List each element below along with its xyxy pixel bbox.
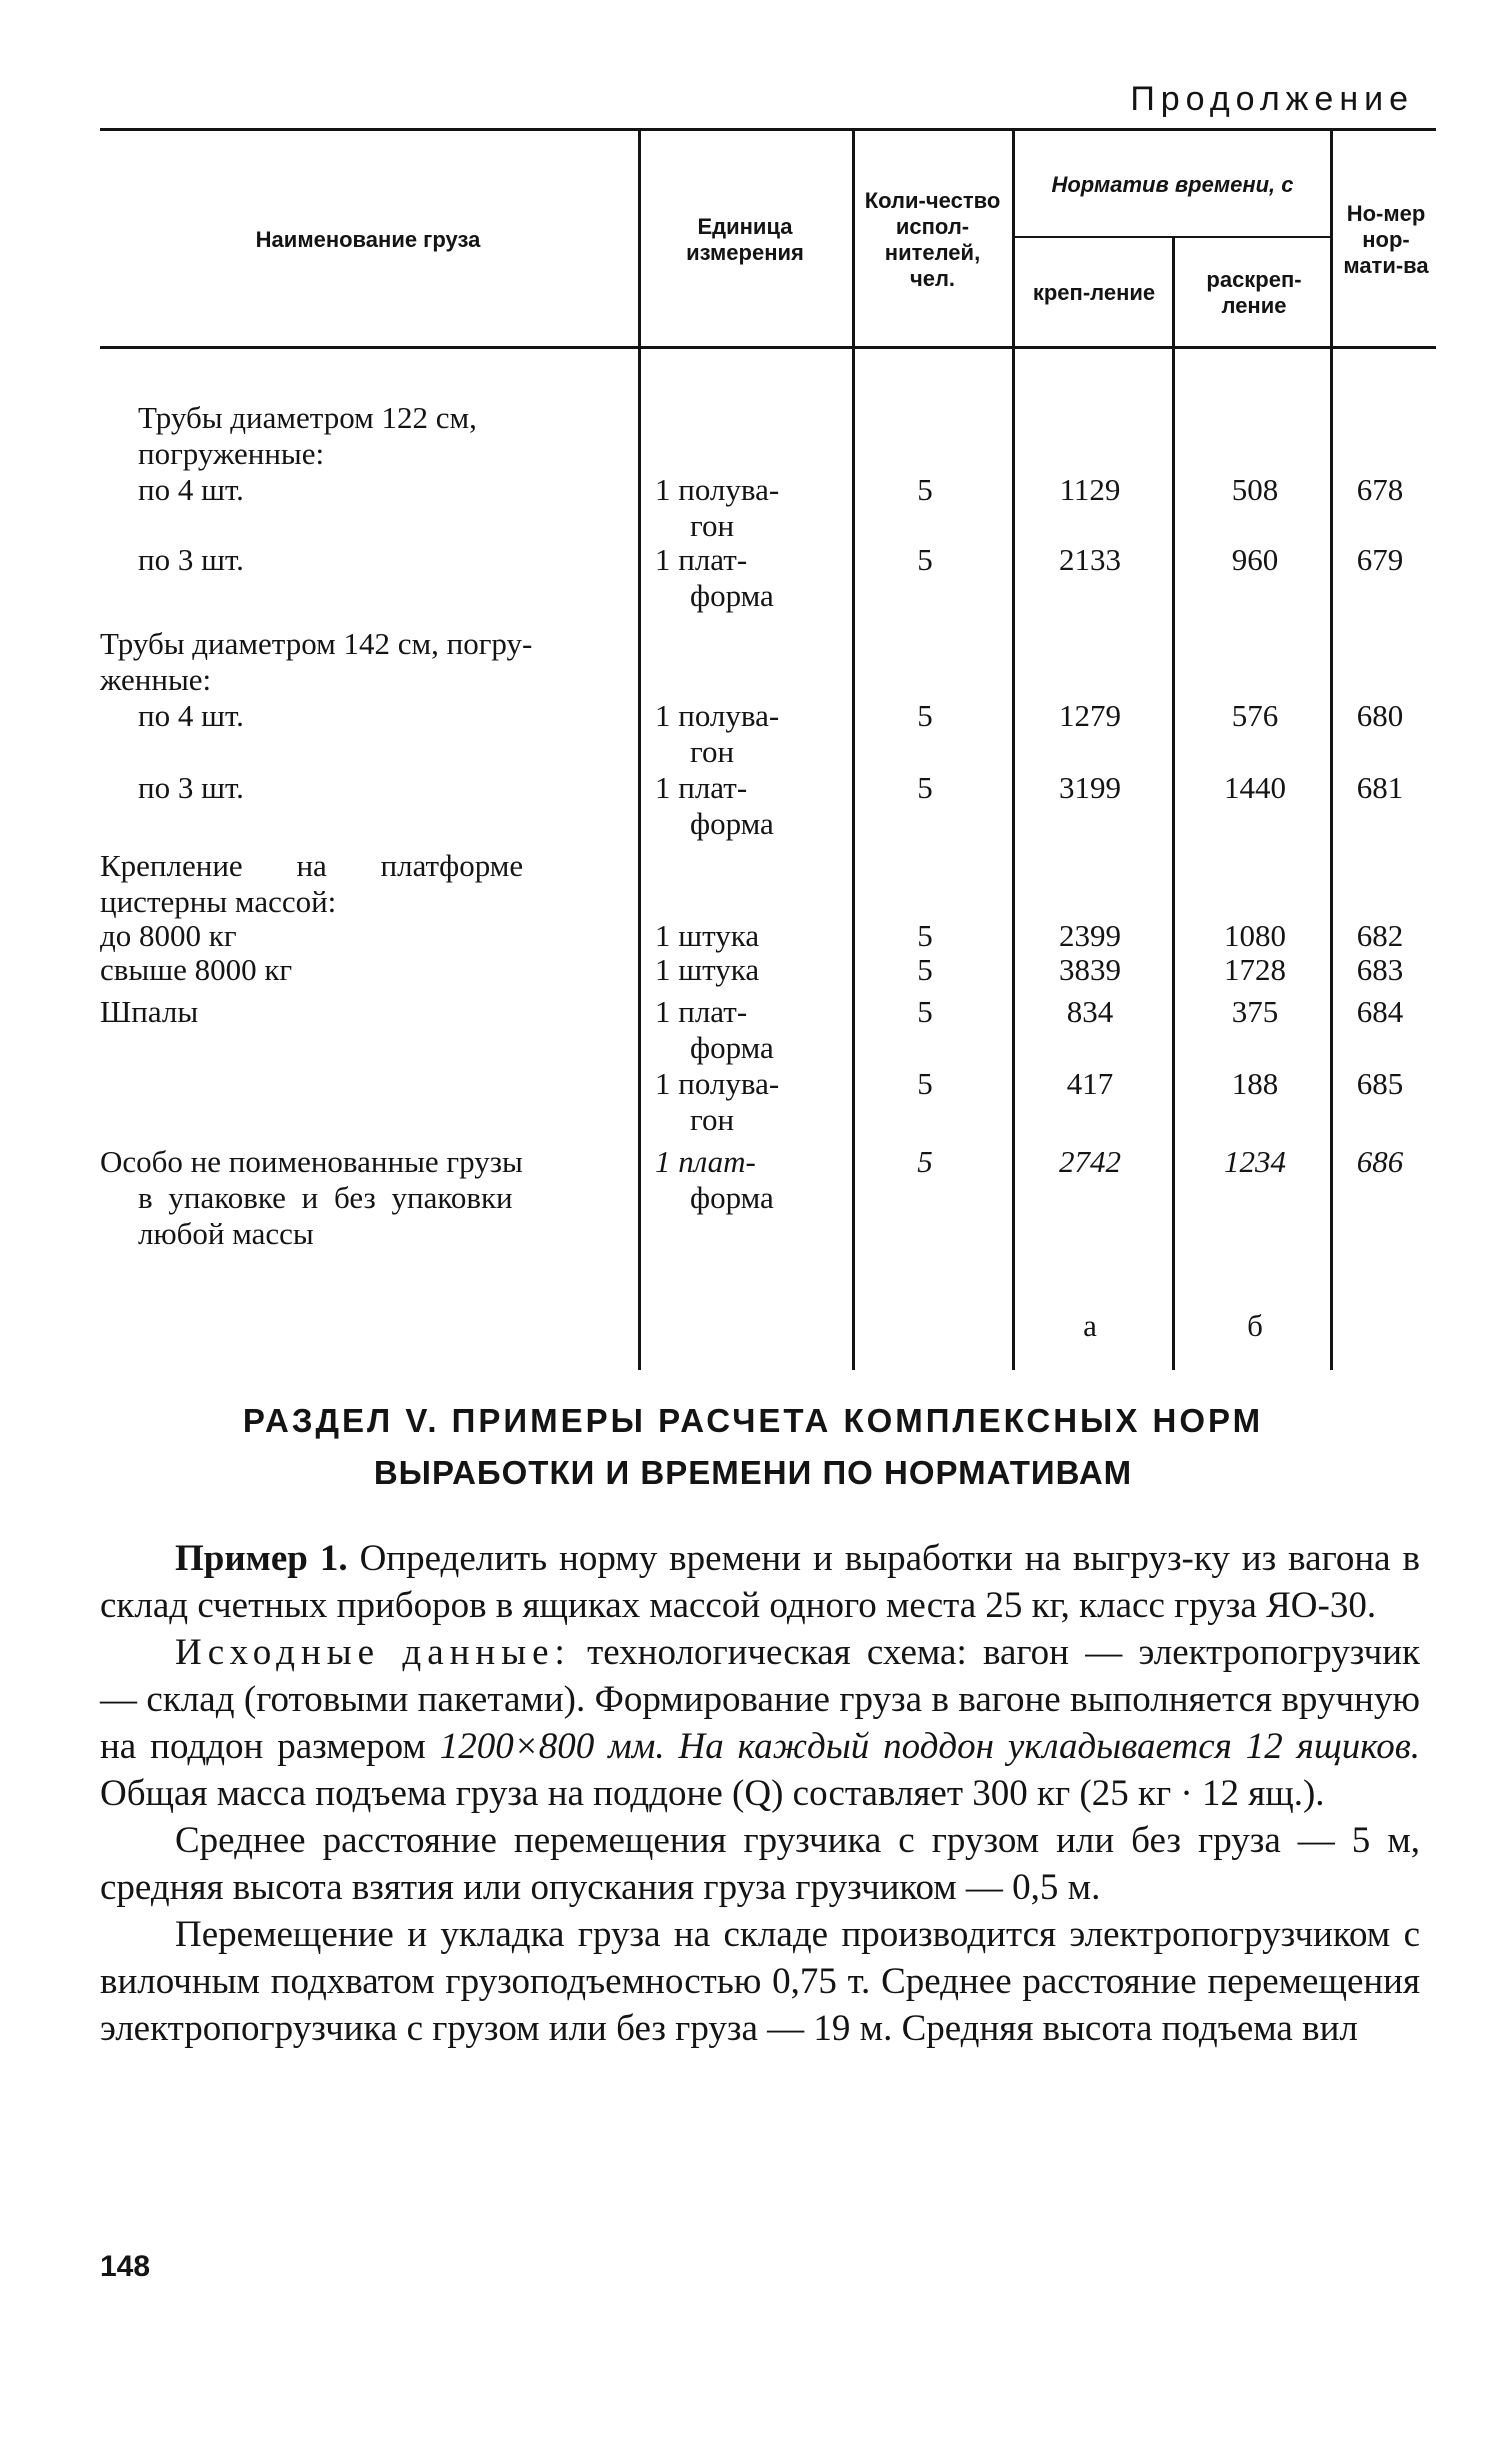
group-label: цистерны массой:: [100, 884, 337, 919]
row-unfixing: 375: [1231, 994, 1279, 1029]
row-unfixing: 576: [1231, 698, 1279, 733]
row-fixing: 2399: [1059, 918, 1121, 953]
group-label: любой массы: [138, 1216, 314, 1251]
row-unit: 1 штука: [655, 952, 760, 987]
time-norm-subrule: [1012, 236, 1330, 238]
row-unit: 1 плат-: [655, 1144, 756, 1179]
paragraph-italic: 1200×800 мм. На каждый поддон укладывается 12 ящиков.: [439, 1726, 1420, 1767]
paragraph-text: Общая масса подъема груза на поддоне (Q) составляет 300 кг (25 кг · 12 ящ.).: [100, 1773, 1325, 1814]
header-unfixing: раскреп-ление: [1206, 267, 1302, 318]
row-fixing: 3199: [1059, 770, 1121, 805]
col-divider-3: [1012, 130, 1015, 1370]
row-fixing: 417: [1066, 1066, 1114, 1101]
row-unit: 1 плат-: [655, 994, 748, 1029]
row-unit: 1 плат-: [655, 542, 748, 577]
header-unit: Единица измерения: [686, 214, 804, 265]
row-fixing: 1129: [1059, 472, 1121, 507]
row-workers: 5: [917, 472, 933, 507]
row-name: до 8000 кг: [100, 918, 237, 953]
group-label: в упаковке и без упаковки: [138, 1180, 513, 1215]
footnote-b: б: [1247, 1308, 1263, 1343]
row-fixing: 2133: [1059, 542, 1121, 577]
row-fixing: 1279: [1059, 698, 1121, 733]
header-name: Наименование груза: [255, 227, 481, 252]
row-name: по 3 шт.: [138, 542, 244, 577]
example-lead: Пример 1.: [175, 1538, 348, 1579]
section-title-text: ВЫРАБОТКИ И ВРЕМЕНИ ПО НОРМАТИВАМ: [373, 1454, 1133, 1491]
section-title-text: РАЗДЕЛ V. ПРИМЕРЫ РАСЧЕТА КОМПЛЕКСНЫХ НОРМ: [242, 1402, 1264, 1439]
row-unfixing: 1440: [1224, 770, 1286, 805]
row-unit: форма: [690, 578, 774, 613]
row-workers: 5: [917, 1144, 933, 1179]
row-workers: 5: [917, 698, 933, 733]
header-norm-number: Но-мер нор-мати-ва: [1343, 201, 1429, 278]
row-norm-number: 684: [1356, 994, 1404, 1029]
row-unit: гон: [690, 734, 735, 769]
row-unfixing: 1728: [1224, 952, 1286, 987]
section-title-line2: [0, 1447, 1506, 1499]
group-label: погруженные:: [138, 436, 325, 471]
row-unit: форма: [690, 806, 774, 841]
body-text: [100, 1535, 1420, 2052]
row-norm-number: 686: [1356, 1144, 1404, 1179]
row-unfixing: 960: [1231, 542, 1279, 577]
row-workers: 5: [917, 952, 933, 987]
row-fixing: 834: [1066, 994, 1114, 1029]
row-unit: форма: [690, 1030, 774, 1065]
paragraph-text: Определить норму времени и выработки на выгруз-ку из вагона в склад счетных приборов в ящиках массой одного места 25 кг, класс груза ЯО-30.: [100, 1538, 1421, 1626]
row-workers: 5: [917, 994, 933, 1029]
group-label: [100, 1144, 620, 1180]
row-name: Шпалы: [100, 994, 199, 1029]
row-fixing: 3839: [1059, 952, 1121, 987]
row-unfixing: 1080: [1224, 918, 1286, 953]
row-unit: форма: [690, 1180, 774, 1215]
row-unit: гон: [690, 1102, 735, 1137]
table-header-rule: [100, 346, 1436, 349]
paragraph-forklift: Перемещение и укладка груза на складе производится электропогрузчиком с вилочным подхватом грузоподъемностью 0,75 т. Среднее расстояние перемещения электропогрузчика с грузом или без груза — 19 м. Средняя высота подъема вил: [100, 1914, 1420, 2049]
group-label: Крепление на платформе: [100, 848, 524, 883]
paragraph-distance: Среднее расстояние перемещения грузчика с грузом или без груза — 5 м, средняя высота взятия или опускания груза грузчиком — 0,5 м.: [100, 1820, 1420, 1908]
row-workers: 5: [917, 918, 933, 953]
group-label: Трубы диаметром 122 см,: [138, 400, 477, 435]
row-unit: 1 плат-: [655, 770, 748, 805]
row-name: по 4 шт.: [138, 472, 244, 507]
group-label: женные:: [100, 662, 212, 697]
row-unfixing: 1234: [1224, 1144, 1286, 1179]
row-fixing: 2742: [1059, 1144, 1121, 1179]
row-unit: 1 полува-: [655, 698, 780, 733]
header-workers: Коли-чество испол-нителей, чел.: [864, 188, 1001, 291]
row-workers: 5: [917, 542, 933, 577]
page-number: 148: [100, 2250, 151, 2283]
table-top-rule: [100, 128, 1436, 131]
row-unit: 1 штука: [655, 918, 760, 953]
header-fixing: креп-ление: [1032, 280, 1156, 305]
row-workers: 5: [917, 770, 933, 805]
footnote-a: а: [1083, 1308, 1097, 1343]
row-norm-number: 679: [1356, 542, 1404, 577]
row-name: по 4 шт.: [138, 698, 244, 733]
section-title-line1: [0, 1395, 1506, 1447]
initial-data-lead: Исходные данные:: [175, 1632, 571, 1673]
group-label-part: Особо не поименованные грузы: [100, 1144, 523, 1179]
paragraph-text: технологическая схема: вагон — электропогрузчик — склад (готовыми пакетами). Формирование груза в вагоне выполняется вручную на поддон размером: [100, 1632, 1420, 1767]
row-norm-number: 678: [1356, 472, 1404, 507]
row-norm-number: 683: [1356, 952, 1404, 987]
row-name: свыше 8000 кг: [100, 952, 293, 987]
row-unfixing: 508: [1231, 472, 1279, 507]
col-divider-5: [1330, 130, 1333, 1370]
paragraph-example-1: [100, 1535, 1420, 1629]
row-unfixing: 188: [1231, 1066, 1279, 1101]
row-norm-number: 680: [1356, 698, 1404, 733]
row-workers: 5: [917, 1066, 933, 1101]
paragraph-initial-data: [100, 1629, 1420, 1817]
continuation-label: Продолжение: [1130, 80, 1414, 118]
header-time-norm: Норматив времени, с: [1051, 172, 1294, 197]
row-norm-number: 681: [1356, 770, 1404, 805]
row-unit: 1 полува-: [655, 472, 780, 507]
row-norm-number: 685: [1356, 1066, 1404, 1101]
row-norm-number: 682: [1356, 918, 1404, 953]
row-unit: гон: [690, 508, 735, 543]
row-name: по 3 шт.: [138, 770, 244, 805]
row-unit: 1 полува-: [655, 1066, 780, 1101]
group-label: Трубы диаметром 142 см, погру-: [100, 626, 533, 661]
